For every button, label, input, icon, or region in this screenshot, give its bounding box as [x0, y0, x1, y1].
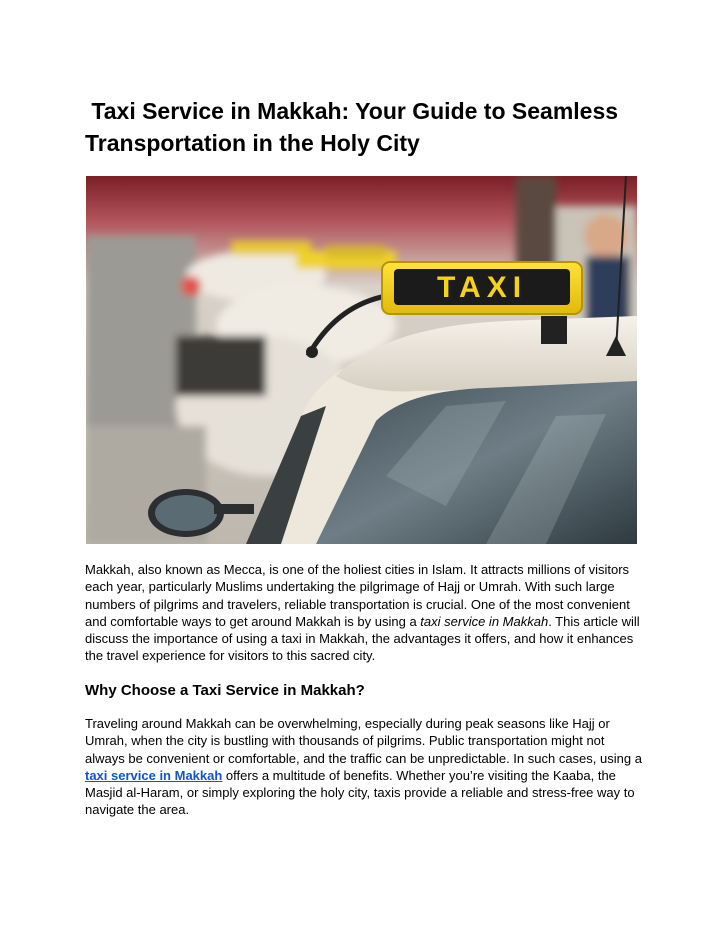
- intro-paragraph: [85, 561, 645, 665]
- intro-emphasis: taxi service in Makkah: [420, 613, 549, 629]
- section-heading: Why Choose a Taxi Service in Makkah?: [85, 682, 365, 699]
- taxi-sign-text: TAXI: [436, 271, 528, 304]
- taxi-photo-illustration: [86, 176, 637, 544]
- page-title: Taxi Service in Makkah: Your Guide to Seamless Transportation in the Holy City: [85, 98, 625, 156]
- section-text-after: offers a multitude of benefits. Whether you’re visiting the Kaaba, the Masjid al-Haram, or simply exploring the holy city, taxis provide a reliable and stress-free way to navigate the area.: [85, 767, 635, 818]
- taxi-roof-sign: [382, 262, 582, 314]
- section-paragraph: [85, 715, 645, 819]
- section-text-before: Traveling around Makkah can be overwhelming, especially during peak seasons like Hajj or Umrah, when the city is bustling with thousands of pilgrims. Public transportation might not always be convenient or comfortable, and the traffic can be unpredictable. In such cases, using a: [85, 716, 642, 766]
- intro-text-before: Makkah, also known as Mecca, is one of the holiest cities in Islam. It attracts millions of visitors each year, particularly Muslims undertaking the pilgrimage of Hajj or Umrah. With such large numbers of pilgrims and travelers, reliable transportation is crucial. One of the most convenient and comfortable ways to get around Makkah is by using a: [85, 562, 630, 629]
- taxi-photo: [86, 176, 637, 544]
- taxi-service-link[interactable]: taxi service in Makkah: [85, 767, 223, 783]
- intro-text-after: . This article will discuss the importance of using a taxi in Makkah, the advantages it offers, and how it enhances the travel experience for visitors to this sacred city.: [85, 613, 640, 664]
